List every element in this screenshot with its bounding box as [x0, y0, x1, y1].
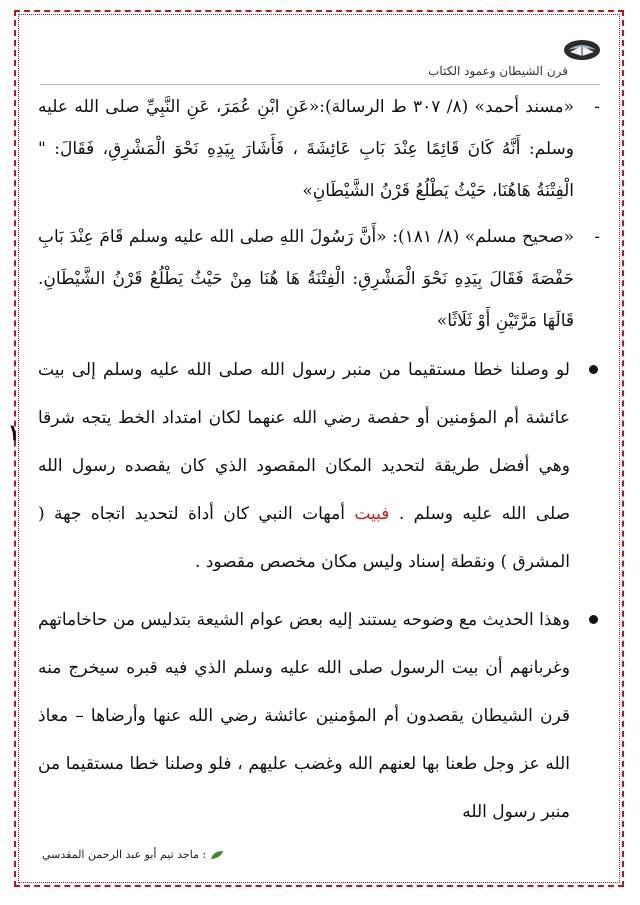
hadith-item: [38, 216, 600, 342]
leaf-icon: [210, 850, 224, 860]
footer-author: [42, 848, 224, 861]
hadith-text: «مسند أحمد» (٨/ ٣٠٧ ط الرسالة):«عَنِ ابْنِ عُمَرَ، عَنِ النَّبِيِّ صلى الله عليه وسلم: أَنَّهُ كَانَ قَائِمًا عِنْدَ بَابِ عَائِشَةَ ، فَأَشَارَ بِيَدِهِ نَحْوَ الْمَشْرِقِ، فَقَالَ: " الْفِتْنَةُ هَاهُنَا، حَيْثُ يَطْلُعُ قَرْنُ الشَّيْطَانِ»: [38, 97, 574, 201]
page-content: [38, 86, 600, 836]
bullet-paragraph: [38, 596, 600, 836]
bullet-paragraph: [38, 346, 600, 586]
author-name: : ماجد تيم أبو عبد الرحمن المقدسي: [42, 848, 207, 861]
header-divider: [40, 84, 600, 85]
hadith-text: «صحيح مسلم» (٨/ ١٨١): «أَنَّ رَسُولَ اللهِ صلى الله عليه وسلم قَامَ عِنْدَ بَابِ حَفْصَةَ فَقَالَ بِيَدِهِ نَحْوَ الْمَشْرِقِ: الْفِتْنَةُ هَا هُنَا مِنْ حَيْثُ يَطْلُعُ قَرْنُ الشَّيْطَانِ. قَالَهَا مَرَّتَيْنِ أَوْ ثَلَاثًا»: [38, 227, 574, 331]
highlighted-word: فبيت: [354, 504, 390, 524]
book-logo-icon: [562, 36, 602, 62]
hadith-item: [38, 86, 600, 212]
bullet-dot-icon: [589, 615, 598, 624]
paragraph-text: لو وصلنا خطا مستقيما من منبر رسول الله صلى الله عليه وسلم إلى بيت عائشة أم المؤمنين أو حفصة رضي الله عنهما لكان امتداد الخط يتجه شرقا وهي أفضل طريقة لتحديد المكان المقصود الذي كان يقصده رسول الله صلى الله عليه وسلم .: [38, 360, 571, 524]
page-header-title: قرن الشيطان وعمود الكتاب: [428, 64, 568, 78]
side-page-number: ١: [8, 420, 20, 446]
bullet-dot-icon: [589, 365, 598, 374]
paragraph-text: وهذا الحديث مع وضوحه يستند إليه بعض عوام الشيعة بتدليس من حاخاماتهم وغربانهم أن بيت الرسول صلى الله عليه وسلم الذي فيه قبره سيخرج منه قرن الشيطان يقصدون أم المؤمنين عائشة رضي الله عنها وأرضاها – معاذ الله عز وجل طعنا بها لعنهم الله وغضب عليهم ، فلو وصلنا خطا مستقيما من منبر رسول الله: [38, 610, 570, 822]
dash-marker: -: [594, 227, 600, 247]
paragraph-text: أمهات النبي كان أداة لتحديد اتجاه جهة ( المشرق ) ونقطة إسناد وليس مكان مخصص مقصود .: [38, 504, 570, 572]
dash-marker: -: [594, 97, 600, 117]
